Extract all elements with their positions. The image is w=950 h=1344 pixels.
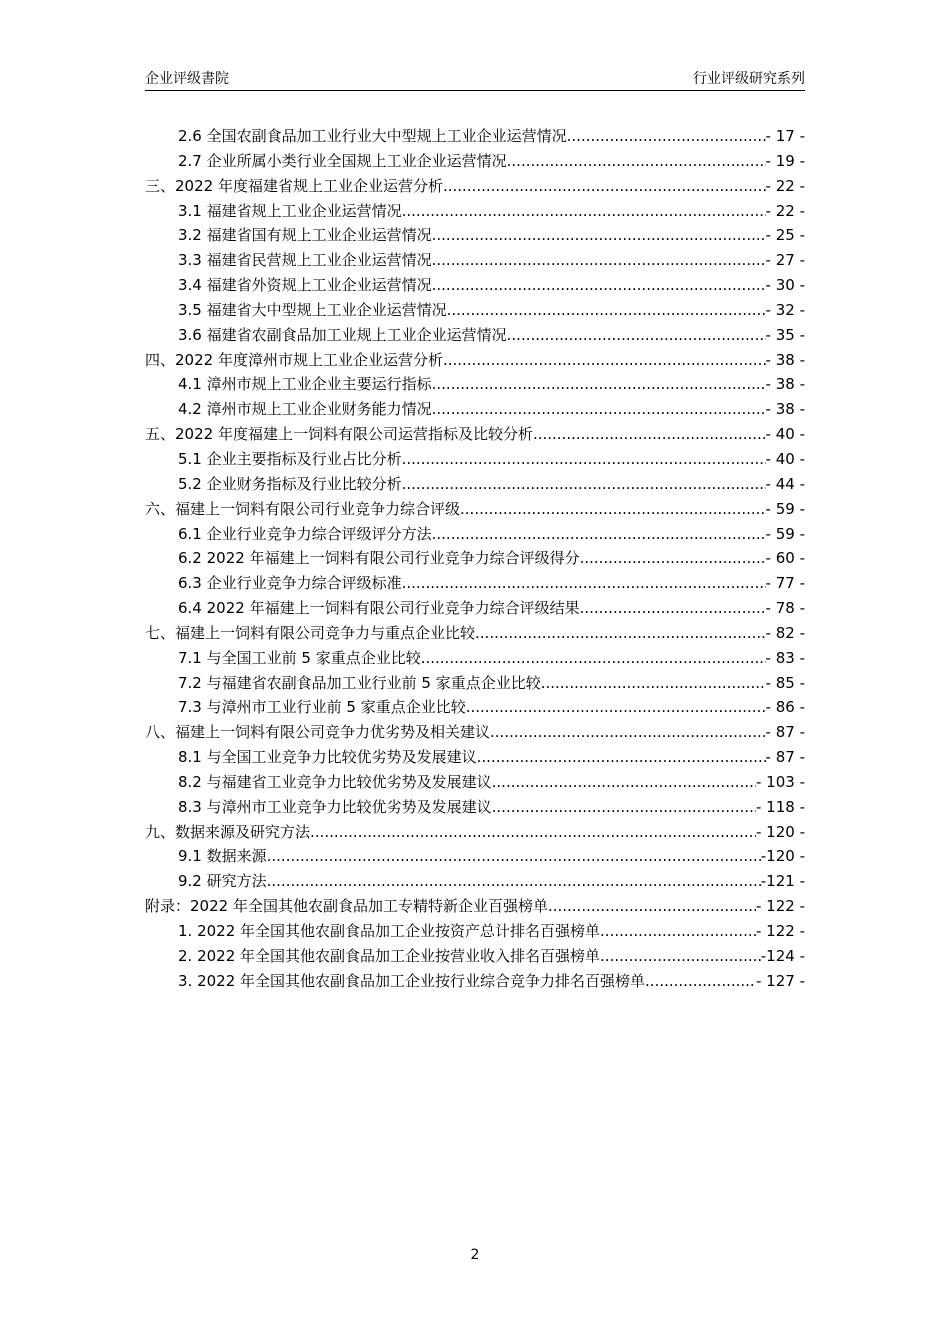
- toc-entry-title: 2.6 全国农副食品加工业行业大中型规上工业企业运营情况: [178, 127, 567, 145]
- toc-entry-title: 八、福建上一饲料有限公司竞争力优劣势及相关建议: [145, 723, 491, 742]
- toc-entry-page: - 118 -: [756, 797, 805, 816]
- toc-entry[interactable]: [145, 397, 805, 422]
- toc-entry-title: 1. 2022 年全国其他农副食品加工企业按资产总计排名百强榜单: [178, 922, 601, 940]
- toc-entry-page: - 22 -: [765, 176, 805, 195]
- toc-dot-leader: [267, 844, 761, 869]
- toc-entry-page: - 25 -: [765, 226, 805, 245]
- toc-entry-title: 3.1 福建省规上工业企业运营情况: [178, 201, 402, 220]
- toc-entry[interactable]: [145, 596, 805, 621]
- toc-dot-leader: [432, 372, 766, 397]
- toc-dot-leader: [533, 422, 766, 447]
- toc-entry-page: - 38 -: [765, 375, 805, 394]
- toc-entry-title: 8.1 与全国工业竞争力比较优劣势及发展建议: [178, 748, 477, 767]
- toc-dot-leader: [432, 273, 766, 298]
- toc-entry[interactable]: [145, 795, 805, 820]
- toc-entry-title: 3.3 福建省民营规上工业企业运营情况: [178, 251, 432, 270]
- toc-dot-leader: [475, 621, 766, 646]
- toc-entry[interactable]: [145, 671, 805, 696]
- toc-entry-title: 6.2 2022 年福建上一饲料有限公司行业竞争力综合评级得分: [178, 549, 580, 568]
- toc-entry-page: - 60 -: [765, 549, 805, 568]
- toc-entry[interactable]: [145, 348, 805, 373]
- toc-entry-page: -121 -: [760, 872, 805, 891]
- toc-entry[interactable]: [145, 124, 805, 149]
- toc-dot-leader: [490, 720, 766, 745]
- toc-entry-title: 4.1 漳州市规上工业企业主要运行指标: [178, 375, 432, 394]
- toc-dot-leader: [402, 571, 766, 596]
- toc-entry-title: 3. 2022 年全国其他农副食品加工企业按行业综合竞争力排名百强榜单: [178, 971, 646, 990]
- toc-entry[interactable]: [145, 745, 805, 770]
- toc-entry-page: -120 -: [760, 847, 805, 866]
- toc-dot-leader: [443, 348, 766, 373]
- toc-dot-leader: [492, 795, 756, 820]
- toc-entry-page: - 87 -: [765, 723, 805, 742]
- toc-entry-page: -124 -: [760, 946, 805, 965]
- toc-entry-title: 9.2 研究方法: [178, 872, 267, 891]
- toc-entry-page: - 86 -: [765, 698, 805, 717]
- toc-dot-leader: [600, 919, 756, 944]
- toc-dot-leader: [645, 969, 756, 994]
- toc-entry[interactable]: [145, 372, 805, 397]
- toc-entry-page: - 78 -: [765, 599, 805, 618]
- toc-entry-page: - 82 -: [765, 623, 805, 642]
- toc-dot-leader: [402, 472, 766, 497]
- toc-entry[interactable]: [145, 497, 805, 522]
- toc-entry[interactable]: [145, 323, 805, 348]
- toc-entry-title: 3.6 福建省农副食品加工业规上工业企业运营情况: [178, 325, 507, 344]
- toc-entry[interactable]: [145, 944, 805, 969]
- toc-entry[interactable]: [145, 695, 805, 720]
- toc-entry-title: 3.2 福建省国有规上工业企业运营情况: [178, 226, 432, 245]
- table-of-contents: [145, 124, 805, 994]
- toc-entry[interactable]: [145, 546, 805, 571]
- toc-dot-leader: [432, 248, 766, 273]
- toc-entry-page: - 120 -: [756, 822, 805, 841]
- toc-dot-leader: [600, 944, 761, 969]
- toc-entry[interactable]: [145, 273, 805, 298]
- toc-entry-title: 6.1 企业行业竞争力综合评级评分方法: [178, 524, 432, 543]
- toc-dot-leader: [477, 745, 766, 770]
- toc-entry-title: 7.3 与漳州市工业行业前 5 家重点企业比较: [178, 698, 466, 717]
- toc-entry-title: 4.2 漳州市规上工业企业财务能力情况: [178, 400, 432, 419]
- toc-entry[interactable]: [145, 720, 805, 745]
- toc-entry-title: 5.2 企业财务指标及行业比较分析: [178, 474, 402, 493]
- page-header: [145, 66, 805, 91]
- toc-dot-leader: [492, 770, 756, 795]
- toc-entry[interactable]: [145, 770, 805, 795]
- toc-entry[interactable]: [145, 199, 805, 224]
- toc-dot-leader: [580, 546, 766, 571]
- toc-entry[interactable]: [145, 298, 805, 323]
- toc-entry-title: 6.3 企业行业竞争力综合评级标准: [178, 574, 402, 593]
- toc-entry-page: - 40 -: [765, 449, 805, 468]
- toc-entry[interactable]: [145, 522, 805, 547]
- toc-entry-page: - 77 -: [765, 574, 805, 593]
- toc-dot-leader: [567, 124, 766, 149]
- toc-dot-leader: [447, 298, 766, 323]
- toc-dot-leader: [580, 596, 766, 621]
- toc-entry-page: - 103 -: [756, 772, 805, 791]
- toc-entry[interactable]: [145, 174, 805, 199]
- toc-dot-leader: [432, 223, 766, 248]
- toc-entry[interactable]: [145, 919, 805, 944]
- toc-dot-leader: [432, 522, 766, 547]
- toc-dot-leader: [460, 497, 766, 522]
- toc-entry-page: - 22 -: [765, 201, 805, 220]
- toc-dot-leader: [541, 671, 766, 696]
- toc-entry-title: 3.4 福建省外资规上工业企业运营情况: [178, 276, 432, 295]
- toc-dot-leader: [507, 323, 766, 348]
- toc-dot-leader: [310, 820, 756, 845]
- toc-entry-title: 5.1 企业主要指标及行业占比分析: [178, 449, 402, 468]
- toc-entry-title: 七、福建上一饲料有限公司竞争力与重点企业比较: [145, 623, 476, 642]
- toc-entry[interactable]: [145, 248, 805, 273]
- toc-entry-page: - 30 -: [765, 276, 805, 295]
- toc-entry-title: 九、数据来源及研究方法: [145, 822, 311, 841]
- toc-entry-page: - 122 -: [756, 922, 805, 940]
- toc-entry[interactable]: [145, 571, 805, 596]
- toc-entry[interactable]: [145, 422, 805, 447]
- toc-entry-title: 2.7 企业所属小类行业全国规上工业企业运营情况: [178, 151, 507, 170]
- toc-entry-title: 2. 2022 年全国其他农副食品加工企业按营业收入排名百强榜单: [178, 946, 601, 965]
- toc-entry-title: 6.4 2022 年福建上一饲料有限公司行业竞争力综合评级结果: [178, 599, 580, 618]
- toc-dot-leader: [548, 894, 756, 919]
- toc-entry-page: - 127 -: [756, 971, 805, 990]
- header-right-title: 行业评级研究系列: [693, 71, 805, 87]
- toc-entry-page: - 27 -: [765, 251, 805, 270]
- toc-entry-page: - 59 -: [765, 524, 805, 543]
- toc-entry[interactable]: [145, 223, 805, 248]
- toc-entry-page: - 83 -: [765, 648, 805, 667]
- toc-entry-page: - 38 -: [765, 350, 805, 369]
- toc-entry-page: - 38 -: [765, 400, 805, 419]
- toc-dot-leader: [466, 695, 766, 720]
- toc-entry-page: - 35 -: [765, 325, 805, 344]
- toc-entry-title: 3.5 福建省大中型规上工业企业运营情况: [178, 300, 447, 319]
- toc-entry-title: 附录：2022 年全国其他农副食品加工专精特新企业百强榜单: [145, 897, 548, 916]
- toc-entry-page: - 85 -: [765, 673, 805, 692]
- toc-entry-page: - 32 -: [765, 300, 805, 319]
- toc-entry[interactable]: [145, 646, 805, 671]
- toc-entry[interactable]: [145, 472, 805, 497]
- toc-dot-leader: [421, 646, 766, 671]
- toc-entry[interactable]: [145, 447, 805, 472]
- toc-dot-leader: [432, 397, 766, 422]
- toc-entry-title: 7.2 与福建省农副食品加工业行业前 5 家重点企业比较: [178, 673, 541, 692]
- toc-dot-leader: [507, 149, 766, 174]
- toc-entry-title: 8.3 与漳州市工业竞争力比较优劣势及发展建议: [178, 797, 492, 816]
- toc-entry-page: - 17 -: [765, 127, 805, 145]
- toc-entry[interactable]: [145, 621, 805, 646]
- toc-entry-title: 8.2 与福建省工业竞争力比较优劣势及发展建议: [178, 772, 492, 791]
- toc-dot-leader: [443, 174, 766, 199]
- toc-entry-page: - 122 -: [756, 897, 805, 916]
- toc-entry-page: - 40 -: [765, 425, 805, 444]
- toc-entry[interactable]: [145, 844, 805, 869]
- toc-entry-page: - 59 -: [765, 499, 805, 518]
- toc-entry-title: 五、2022 年度福建上一饲料有限公司运营指标及比较分析: [145, 425, 533, 444]
- toc-entry[interactable]: [145, 869, 805, 894]
- toc-entry-page: - 87 -: [765, 748, 805, 767]
- page-number: 2: [470, 1247, 480, 1263]
- toc-entry-title: 四、2022 年度漳州市规上工业企业运营分析: [145, 350, 443, 369]
- toc-entry-title: 六、福建上一饲料有限公司行业竞争力综合评级: [145, 499, 461, 518]
- toc-entry-page: - 19 -: [765, 151, 805, 170]
- header-left-title: 企业评级書院: [145, 71, 229, 87]
- toc-entry-title: 7.1 与全国工业前 5 家重点企业比较: [178, 648, 421, 667]
- toc-entry[interactable]: [145, 969, 805, 994]
- toc-entry[interactable]: [145, 149, 805, 174]
- toc-entry-page: - 44 -: [765, 474, 805, 493]
- toc-entry-title: 三、2022 年度福建省规上工业企业运营分析: [145, 176, 443, 195]
- toc-dot-leader: [402, 199, 766, 224]
- toc-entry[interactable]: [145, 820, 805, 845]
- toc-entry[interactable]: [145, 894, 805, 919]
- toc-dot-leader: [402, 447, 766, 472]
- toc-dot-leader: [267, 869, 761, 894]
- toc-entry-title: 9.1 数据来源: [178, 847, 267, 866]
